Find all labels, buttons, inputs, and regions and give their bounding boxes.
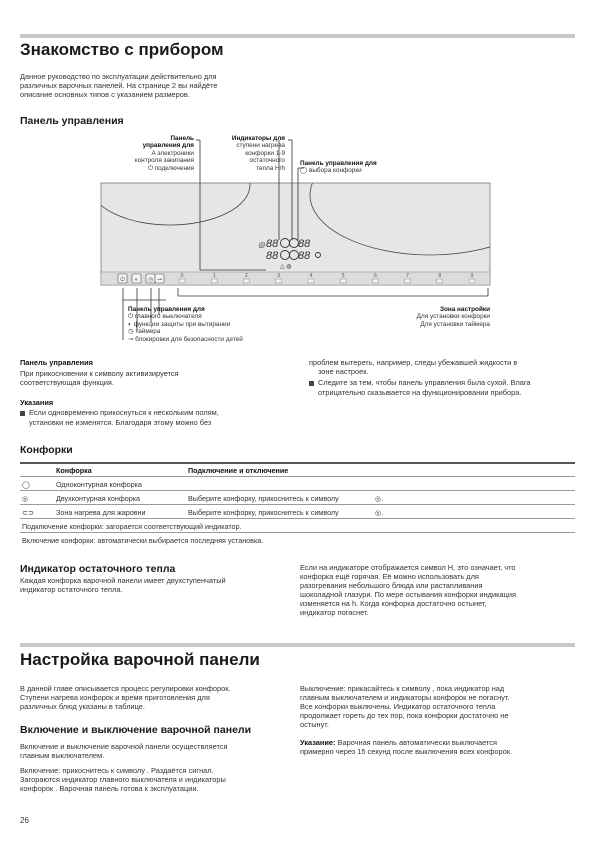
panel-heading: Панель управления <box>20 115 124 127</box>
dual-ring-icon-row: ◎ <box>22 494 29 503</box>
onoff-p2-l1: Включение: прикоснитесь к символу . Раздаётся сигнал. <box>20 766 214 775</box>
scale-digit: 0 <box>180 273 184 279</box>
row3-name: Зона нагрева для жаровни <box>56 508 146 517</box>
scale-segment[interactable] <box>372 279 378 283</box>
residual-right-l1: Если на индикаторе отображается символ H, это означает, что <box>300 563 516 572</box>
scale-segment[interactable] <box>469 279 475 283</box>
row3-action: Выберите конфорку, прикоснитесь к символу <box>188 508 339 517</box>
residual-left-l2: индикатор остаточного тепла. <box>20 585 123 594</box>
note-bullet-1 <box>20 408 290 427</box>
note-b1-l2: установки не изменятся. Благодаря этому можно без <box>29 417 212 427</box>
circle-icon: ◯ <box>300 167 309 175</box>
note-label: Указание: <box>300 738 336 747</box>
dual-ring-symbol-icon: ◎. <box>375 494 384 503</box>
scale-segment[interactable] <box>340 279 346 283</box>
auto-off-note-l2: примерно через 15 секунд после выключения всех конфорок. <box>300 747 512 756</box>
residual-right-l6: индикатор погаснет. <box>300 608 369 617</box>
roast-symbol-icon: ◎. <box>375 508 384 517</box>
label-bl-l3: функции защиты при вытирании <box>133 320 231 328</box>
scale-digit: 5 <box>341 273 345 279</box>
table-row <box>20 492 575 505</box>
row1-name: Одноконтурная конфорка <box>56 480 142 489</box>
col-onoff: Подключение и отключение <box>188 466 289 475</box>
label-sel-l1: Панель управления для <box>300 160 377 167</box>
label-main-l1: Панель <box>170 135 194 142</box>
label-main-l3: A электроники <box>151 149 194 157</box>
label-ind-l5: тепла H/h <box>256 164 285 172</box>
label-bottom-left <box>128 306 298 343</box>
note-b1-l1: Если одновременно прикоснуться к нескольким полям, <box>29 408 219 417</box>
burners-heading: Конфорки <box>20 444 73 456</box>
onoff-p1-l1: Включение и выключение варочной панели осуществляется <box>20 742 228 751</box>
onoff-p2-l2: Загораются индикатор главного выключателя и индикаторы <box>20 775 226 784</box>
wipe-icon: ◐ <box>128 320 134 328</box>
control-info-title: Панель управления <box>20 358 93 367</box>
table-row <box>20 506 575 519</box>
label-ind-l3: конфорки 1-9 <box>245 149 285 157</box>
label-br-l2: Для установки конфорки <box>416 313 490 321</box>
label-main-l4: контроля закипания <box>134 157 194 165</box>
col-burner: Конфорка <box>56 466 92 475</box>
s2-intro-l2: Ступени нагрева конфорок и время приготовления для <box>20 693 210 702</box>
scale-digit: 6 <box>373 273 377 279</box>
control-info-l2: соответствующая функция. <box>20 378 114 387</box>
section-rule <box>20 643 575 647</box>
off-l3: Все конфорки выключены. Индикатор остаточного тепла <box>300 702 496 711</box>
label-bottom-right <box>360 306 490 328</box>
off-l4: продолжает гореть до тех пор, пока конфорки достаточно не <box>300 711 509 720</box>
off-l2: главным выключателем и индикаторы конфорок не погаснут. <box>300 693 510 702</box>
label-br-l3: Для установки таймера <box>420 320 490 328</box>
dual-ring-icon: ◎ <box>258 240 265 249</box>
residual-right-l5: изменяется на h. Когда конфорка достаточно остынет, <box>300 599 487 608</box>
note-text: Варочная панель автоматически выключается <box>335 738 497 747</box>
note-b2-l2: отрицательно сказывается на функционировании прибора. <box>318 387 522 397</box>
display-digits-1: 88 <box>266 238 279 250</box>
scale-digit: 2 <box>245 273 248 279</box>
table-note <box>20 520 575 533</box>
svg-text:⊸: ⊸ <box>157 277 162 283</box>
table-note <box>20 534 575 547</box>
timer-icon: ◷ <box>128 328 136 336</box>
label-main-l5: подключения <box>154 164 194 172</box>
scale-segment[interactable] <box>276 279 282 283</box>
note-b2-l1: Следите за тем, чтобы панель управления была сухой. Влага <box>318 378 531 387</box>
page-title: Знакомство с прибором <box>20 40 224 59</box>
svg-text:⏻: ⏻ <box>120 277 125 283</box>
onoff-p2-l3: конфорок . Варочная панель готова к эксплуатации. <box>20 784 199 793</box>
label-ind-l2: ступени нагрева <box>236 142 285 150</box>
label-ind-l4: остаточного <box>249 157 285 165</box>
scale-segment[interactable] <box>405 279 411 283</box>
page-number: 26 <box>20 816 29 825</box>
power-icon-small: ⏻ <box>128 313 135 321</box>
label-sel-l2: выбора конфорки <box>308 167 362 175</box>
row2-name: Двухконтурная конфорка <box>56 494 141 503</box>
note-bullet-2 <box>309 378 579 397</box>
cooktop-glass <box>101 183 490 285</box>
display-digits-2: 88 <box>298 238 311 250</box>
label-ind-l1: Индикаторы для <box>231 135 285 142</box>
intro-line-1: Данное руководство по эксплуатации действительно для <box>20 72 217 81</box>
scale-segment[interactable] <box>179 279 185 283</box>
residual-left-l1: Каждая конфорка варочной панели имеет двухступенчатый <box>20 576 226 585</box>
scale-segment[interactable] <box>211 279 217 283</box>
scale-segment[interactable] <box>308 279 314 283</box>
table-row <box>20 478 575 491</box>
scale-digit: 4 <box>309 273 313 279</box>
display-digits-3: 88 <box>266 250 279 262</box>
label-br-l1: Зона настройки <box>439 306 490 313</box>
label-bl-l4: таймера <box>135 328 161 336</box>
off-l1: Выключение: прикасайтесь к символу , пока индикатор над <box>300 684 505 693</box>
off-l5: остынут. <box>300 720 329 729</box>
onoff-heading: Включение и выключение варочной панели <box>20 724 252 736</box>
label-main-l2: управления для <box>142 142 194 150</box>
intro-line-3: описание основных типов с указанием размеров. <box>20 90 190 99</box>
control-info-l1: При прикосновении к символу активизируется <box>20 369 179 378</box>
residual-heading: Индикатор остаточного тепла <box>20 563 176 575</box>
intro-line-2: различных варочных панелей. На странице 2 вы найдёте <box>20 81 218 90</box>
row2-action: Выберите конфорку, прикоснитесь к символу <box>188 494 339 503</box>
notes-title: Указания <box>20 398 54 407</box>
onoff-p1-l2: главным выключателем. <box>20 751 105 760</box>
label-bl-l1: Панель управления для <box>128 306 205 313</box>
scale-digit: 9 <box>470 273 474 279</box>
svg-text:◷: ◷ <box>148 277 153 283</box>
label-bl-l5: блокировки для безопасности детей <box>135 335 243 343</box>
timer-small-icon: △ ◍ <box>280 264 292 270</box>
single-ring-icon: ◯ <box>22 480 31 489</box>
svg-text:◐: ◐ <box>134 277 139 283</box>
table-header <box>20 464 575 477</box>
residual-right-l3: разогревания небольшого блюда или растапливания <box>300 581 483 590</box>
scale-digit: 8 <box>438 273 442 279</box>
note-activate: Включение конфорки: автоматически выбирается последняя установка. <box>22 536 264 545</box>
burners-table <box>20 462 575 552</box>
power-icon: ⏻ <box>147 164 155 172</box>
roast-zone-icon-row: ⊂⊃ <box>22 508 35 517</box>
label-bl-l2: главного выключателя <box>134 313 202 321</box>
section2-title: Настройка варочной панели <box>20 650 260 669</box>
scale-segment[interactable] <box>437 279 443 283</box>
display-digits-4: 88 <box>298 250 311 262</box>
note-connect: Подключение конфорки: загорается соответствующий индикатор. <box>22 522 242 531</box>
scale-digit: 3 <box>277 273 281 279</box>
key-icon: ⊸ <box>128 335 136 343</box>
s2-intro-l1: В данной главе описывается процесс регулировки конфорок. <box>20 684 231 693</box>
residual-right-l4: шоколадной глазури. По мере остывания конфорки индикация <box>300 590 516 599</box>
s2-intro-l3: различных блюд указаны в таблице. <box>20 702 145 711</box>
right-cont-l2: зоне настроек. <box>318 367 369 376</box>
scale-digit: 7 <box>406 273 409 279</box>
right-cont-l1: проблем вытереть, например, следы убежавшей жидкости в <box>309 358 518 367</box>
scale-segment[interactable] <box>243 279 249 283</box>
scale-digit: 1 <box>212 273 216 279</box>
residual-right-l2: конфорка ещё горячая. Её можно использовать для <box>300 572 479 581</box>
